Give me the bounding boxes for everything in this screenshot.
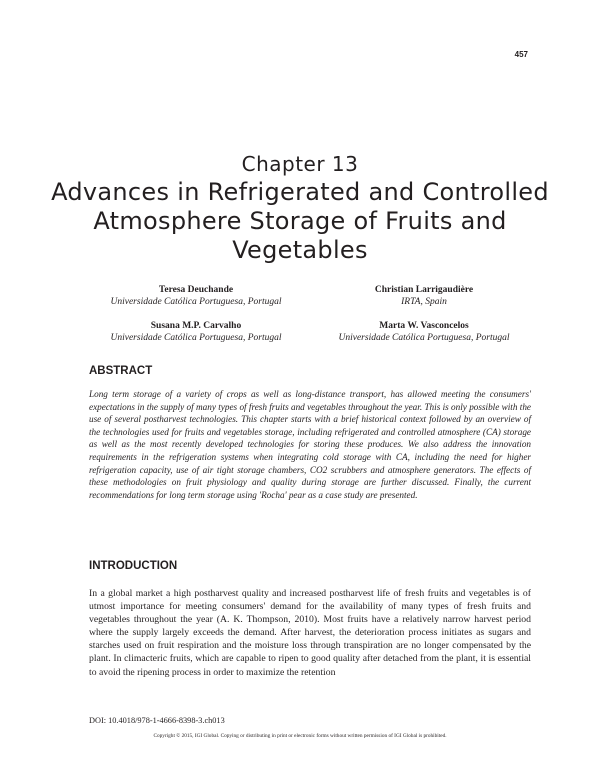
- author-affiliation: Universidade Católica Portuguesa, Portugal: [110, 297, 282, 307]
- doi: DOI: 10.4018/978-1-4666-8398-3.ch013: [89, 716, 225, 725]
- author-block: [294, 284, 554, 308]
- chapter-title: Advances in Refrigerated and Controlled Atmosphere Storage of Fruits and Vegetables: [51, 178, 549, 264]
- introduction-text: In a global market a high postharvest quality and increased postharvest life of fresh fruits and vegetables is of utmost importance for meeting consumers' demand for the availability of many types of fresh fruits and vegetables throughout the year (A. K. Thompson, 2010). Most fruits have a relatively narrow harvest period where the supply largely exceeds the demand. After harvest, the deterioration process initiates as sugars and starches used on fruit respiration and the moisture loss through transpiration are no longer compensated by the plant. In climacteric fruits, which are capable to ripen to good quality after detached from the plant, it is essential to avoid the ripening process in order to maximize the retention: [89, 588, 531, 678]
- author-name: Christian Larrigaudière: [374, 285, 474, 295]
- author-affiliation: Universidade Católica Portuguesa, Portugal: [110, 333, 282, 343]
- copyright-notice: Copyright © 2015, IGI Global. Copying or distributing in print or electronic forms without written permission of IGI Global is prohibited.: [153, 733, 447, 739]
- chapter-label: Chapter 13: [241, 152, 359, 176]
- page-number: 457: [514, 50, 528, 59]
- author-affiliation: Universidade Católica Portuguesa, Portugal: [338, 333, 510, 343]
- author-name: Teresa Deuchande: [158, 285, 234, 295]
- abstract-text: Long term storage of a variety of crops as well as long-distance transport, has allowed meeting the consumers' expectations in the supply of many types of fresh fruits and vegetables throughout the year. This is only possible with the use of several postharvest technologies. This chapter starts with a brief historical context followed by an overview of the technologies used for fruits and vegetables storage, including refrigerated and controlled atmosphere (CA) storage as well as the most recently developed technologies for storing these produces. We also address the innovation requirements in the refrigeration systems when integrating cold storage with CA, including the need for higher refrigeration capacity, use of air tight storage chambers, CO2 scrubbers and atmosphere generators. The effects of these methodologies on fruit physiology and quality during storage are further discussed. Finally, the current recommendations for long term storage using 'Rocha' pear as a case study are presented.: [89, 389, 531, 500]
- author-name: Susana M.P. Carvalho: [150, 321, 242, 331]
- introduction-heading: INTRODUCTION: [89, 560, 178, 572]
- author-block: [294, 320, 554, 344]
- author-block: [66, 320, 326, 344]
- author-name: Marta W. Vasconcelos: [379, 321, 469, 331]
- author-block: [66, 284, 326, 308]
- author-affiliation: IRTA, Spain: [401, 297, 447, 307]
- abstract-heading: ABSTRACT: [89, 365, 153, 377]
